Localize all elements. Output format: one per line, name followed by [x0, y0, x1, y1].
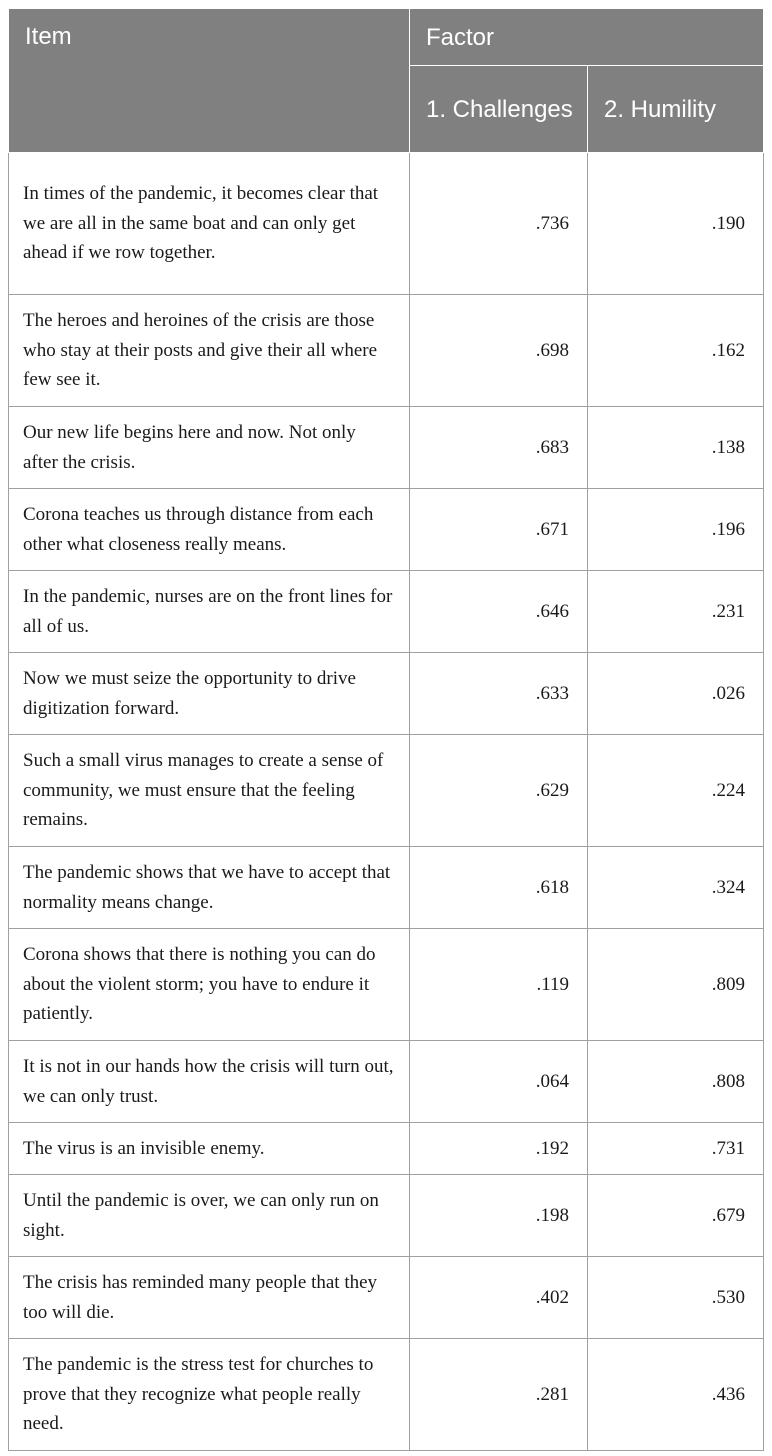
factor2-cell: .162 — [588, 295, 764, 407]
item-cell: Corona shows that there is nothing you can do about the violent storm; you have to endure it patiently. — [9, 929, 410, 1041]
factor1-cell: .633 — [410, 653, 588, 735]
table-row — [9, 1175, 764, 1257]
factor-column-header: Factor — [410, 9, 764, 66]
factor1-cell: .698 — [410, 295, 588, 407]
item-cell: In times of the pandemic, it becomes clear that we are all in the same boat and can only get ahead if we row together. — [9, 153, 410, 295]
factor2-cell: .530 — [588, 1257, 764, 1339]
factor2-cell: .679 — [588, 1175, 764, 1257]
factor1-cell: .192 — [410, 1123, 588, 1175]
table-row — [9, 735, 764, 847]
table-row — [9, 571, 764, 653]
table-row — [9, 407, 764, 489]
table-row — [9, 295, 764, 407]
factor2-column-header: 2. Humility — [588, 66, 764, 153]
item-cell: The virus is an invisible enemy. — [9, 1123, 410, 1175]
table-row — [9, 653, 764, 735]
factor2-cell: .731 — [588, 1123, 764, 1175]
table-row — [9, 153, 764, 295]
item-cell: Corona teaches us through distance from each other what closeness really means. — [9, 489, 410, 571]
table-row — [9, 1123, 764, 1175]
factor2-cell: .224 — [588, 735, 764, 847]
factor2-cell: .324 — [588, 847, 764, 929]
factor2-cell: .231 — [588, 571, 764, 653]
table-header — [9, 9, 764, 153]
item-cell: The crisis has reminded many people that they too will die. — [9, 1257, 410, 1339]
factor2-cell: .190 — [588, 153, 764, 295]
factor2-cell: .808 — [588, 1041, 764, 1123]
item-cell: The pandemic is the stress test for churches to prove that they recognize what people really need. — [9, 1339, 410, 1451]
factor2-cell: .138 — [588, 407, 764, 489]
table-row — [9, 1041, 764, 1123]
item-cell: Now we must seize the opportunity to drive digitization forward. — [9, 653, 410, 735]
table-row — [9, 1339, 764, 1451]
factor1-cell: .629 — [410, 735, 588, 847]
factor2-cell: .026 — [588, 653, 764, 735]
factor1-cell: .683 — [410, 407, 588, 489]
item-cell: In the pandemic, nurses are on the front lines for all of us. — [9, 571, 410, 653]
item-cell: It is not in our hands how the crisis will turn out, we can only trust. — [9, 1041, 410, 1123]
factor1-cell: .281 — [410, 1339, 588, 1451]
factor-loadings-table — [8, 8, 764, 1451]
item-cell: Our new life begins here and now. Not only after the crisis. — [9, 407, 410, 489]
table-row — [9, 489, 764, 571]
factor1-cell: .119 — [410, 929, 588, 1041]
table-row — [9, 1257, 764, 1339]
factor2-cell: .196 — [588, 489, 764, 571]
factor1-cell: .402 — [410, 1257, 588, 1339]
factor1-cell: .671 — [410, 489, 588, 571]
item-cell: Until the pandemic is over, we can only run on sight. — [9, 1175, 410, 1257]
item-cell: The heroes and heroines of the crisis are those who stay at their posts and give their all where few see it. — [9, 295, 410, 407]
table-row — [9, 847, 764, 929]
factor2-cell: .436 — [588, 1339, 764, 1451]
factor1-cell: .064 — [410, 1041, 588, 1123]
factor2-cell: .809 — [588, 929, 764, 1041]
item-cell: The pandemic shows that we have to accept that normality means change. — [9, 847, 410, 929]
table-row — [9, 929, 764, 1041]
factor1-cell: .198 — [410, 1175, 588, 1257]
factor1-cell: .646 — [410, 571, 588, 653]
factor1-cell: .618 — [410, 847, 588, 929]
table-body — [9, 153, 764, 1451]
factor1-column-header: 1. Challenges — [410, 66, 588, 153]
item-column-header: Item — [9, 9, 410, 153]
item-cell: Such a small virus manages to create a sense of community, we must ensure that the feeling remains. — [9, 735, 410, 847]
factor1-cell: .736 — [410, 153, 588, 295]
